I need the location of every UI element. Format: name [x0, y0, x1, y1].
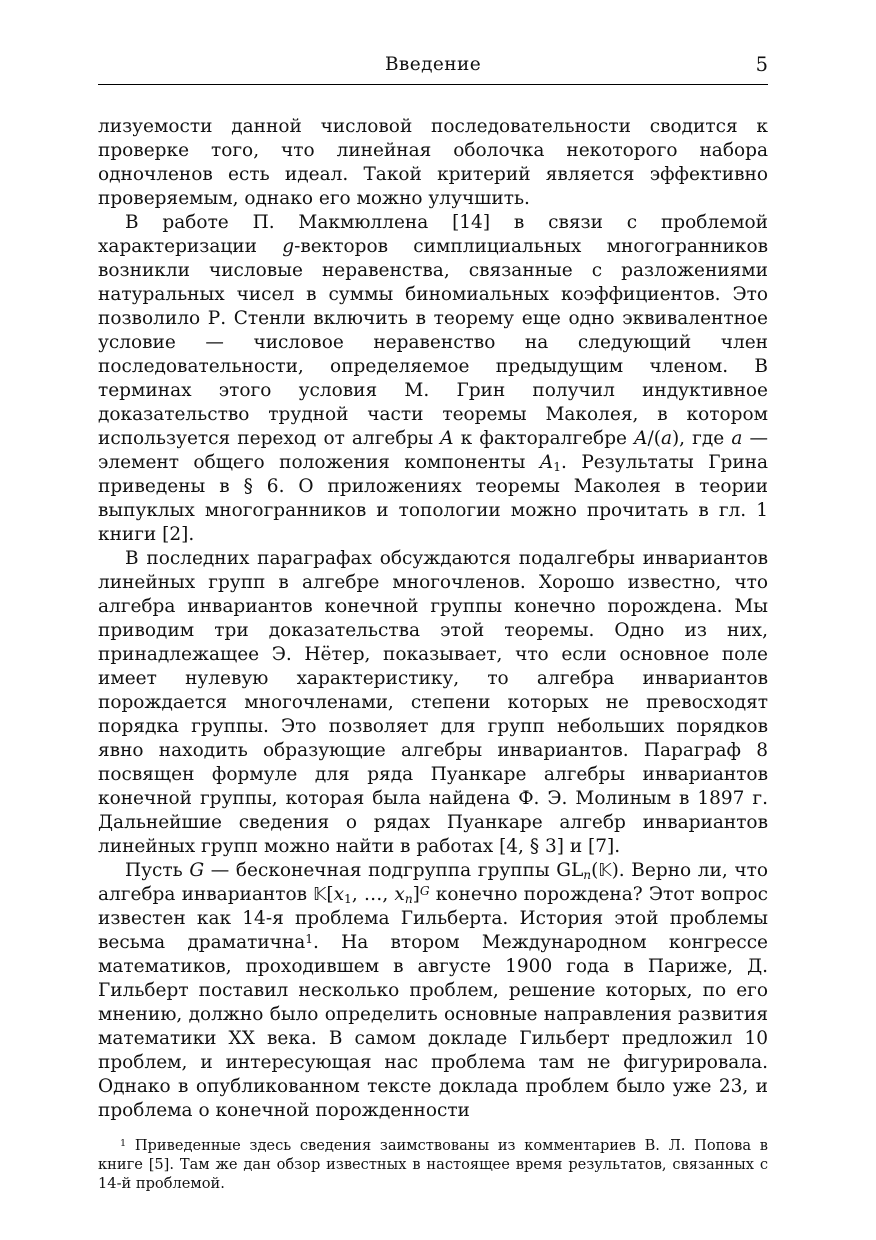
text-segment: x: [333, 884, 345, 905]
text-segment: В работе П. Макмюллена [14] в связи с проблемой характеризации: [98, 212, 768, 257]
text-segment: [: [326, 884, 334, 905]
paragraph: [98, 211, 768, 547]
text-segment: -векторов симплициальных многогранников возникли числовые неравенства, связанные с разложениями натуральных чисел в суммы биномиальных коэффициентов. Это позволило Р. Стенли включить в теорему еще одно эквивалентное условие — числовое неравенство на следующий член последовательности, определяемое предыдущим членом. В терминах этого условия М. Грин получил индуктивное доказательство трудной части теоремы Маколея, в котором используется переход от алгебры: [98, 236, 768, 449]
text-segment: 𝕂: [313, 885, 327, 905]
text-segment: ), где: [671, 428, 732, 449]
text-segment: 1: [120, 1137, 127, 1149]
text-segment: g: [282, 236, 295, 257]
footnote: [98, 1136, 768, 1193]
text-segment: a: [731, 428, 743, 449]
text-segment: . На втором Международном конгрессе математиков, проходившем в августе 1900 года в Париже, Д. Гильберт поставил несколько проблем, решение которых, по его мнению, должно было определить основные направления развития математики XX века. В самом докладе Гильберт предложил 10 проблем, и интересующая нас проблема там не фигурировала. Однако в опубликованном тексте доклада проблем было уже 23, и проблема о конечной порожденности: [98, 932, 769, 1121]
text-segment: к факторалгебре: [453, 428, 635, 449]
text-segment: конечно порождена? Этот вопрос известен как 14-я проблема Гильберта. История этой проблемы весьма драматична: [98, 884, 768, 953]
text-segment: Пусть: [125, 860, 190, 881]
text-segment: ). Верно ли, что алгебра инвариантов: [98, 860, 768, 905]
body-text: [98, 115, 768, 1123]
footnote-text: [98, 1136, 768, 1193]
text-segment: G: [419, 883, 430, 898]
text-segment: — элемент общего положения компоненты: [98, 428, 768, 473]
text-segment: A: [634, 428, 648, 449]
header-rule: [98, 84, 768, 85]
text-segment: n: [404, 891, 413, 906]
text-segment: G: [189, 860, 205, 881]
text-segment: 𝕂: [598, 861, 612, 881]
text-segment: a: [660, 428, 672, 449]
text-segment: 1: [305, 931, 314, 946]
paragraph: [98, 859, 768, 1123]
text-segment: /(: [647, 428, 661, 449]
text-segment: A: [440, 428, 454, 449]
text-segment: . Результаты Грина приведены в § 6. О приложениях теоремы Маколея в теории выпуклых многогранников и топологии можно прочитать в гл. 1 книги [2].: [98, 452, 769, 545]
running-head-title: Введение: [384, 54, 482, 75]
text-segment: , …,: [351, 884, 395, 905]
paragraph: [98, 547, 768, 859]
text-segment: A: [539, 452, 554, 473]
text-segment: ]: [412, 884, 420, 905]
text-segment: лизуемости данной числовой последовательности сводится к проверке того, что линейная оболочка некоторого набора одночленов есть идеал. Такой критерий является эффективно проверяемым, однако его можно улучшить.: [98, 116, 768, 209]
paragraph: [98, 115, 768, 211]
text-segment: — бесконечная подгруппа группы GL: [204, 860, 584, 881]
text-segment: x: [394, 884, 405, 905]
text-segment: В последних параграфах обсуждаются подалгебры инвариантов линейных групп в алгебре многочленов. Хорошо известно, что алгебра инвариантов конечной группы конечно порождена. Мы приводим три доказательства этой теоремы. Одно из них, принадлежащее Э. Нётер, показывает, что если основное поле имеет нулевую характеристику, то алгебра инвариантов порождается многочленами, степени которых не превосходят порядка группы. Это позволяет для групп небольших порядков явно находить образующие алгебры инвариантов. Параграф 8 посвящен формуле для ряда Пуанкаре алгебры инвариантов конечной группы, которая была найдена Ф. Э. Молиным в 1897 г. Дальнейшие сведения о рядах Пуанкаре алгебр инвариантов линейных групп можно найти в работах [4, § 3] и [7].: [98, 548, 768, 857]
text-segment: 1: [344, 891, 352, 906]
text-segment: Приведенные здесь сведения заимствованы из комментариев В. Л. Попова в книге [5]. Там же дан обзор известных в настоящее время результатов, связанных с 14-й проблемой.: [98, 1137, 768, 1192]
running-head: [98, 54, 768, 80]
text-segment: (: [591, 860, 599, 881]
page-number: 5: [755, 53, 768, 76]
text-segment: n: [583, 867, 592, 882]
text-segment: 1: [553, 459, 561, 474]
